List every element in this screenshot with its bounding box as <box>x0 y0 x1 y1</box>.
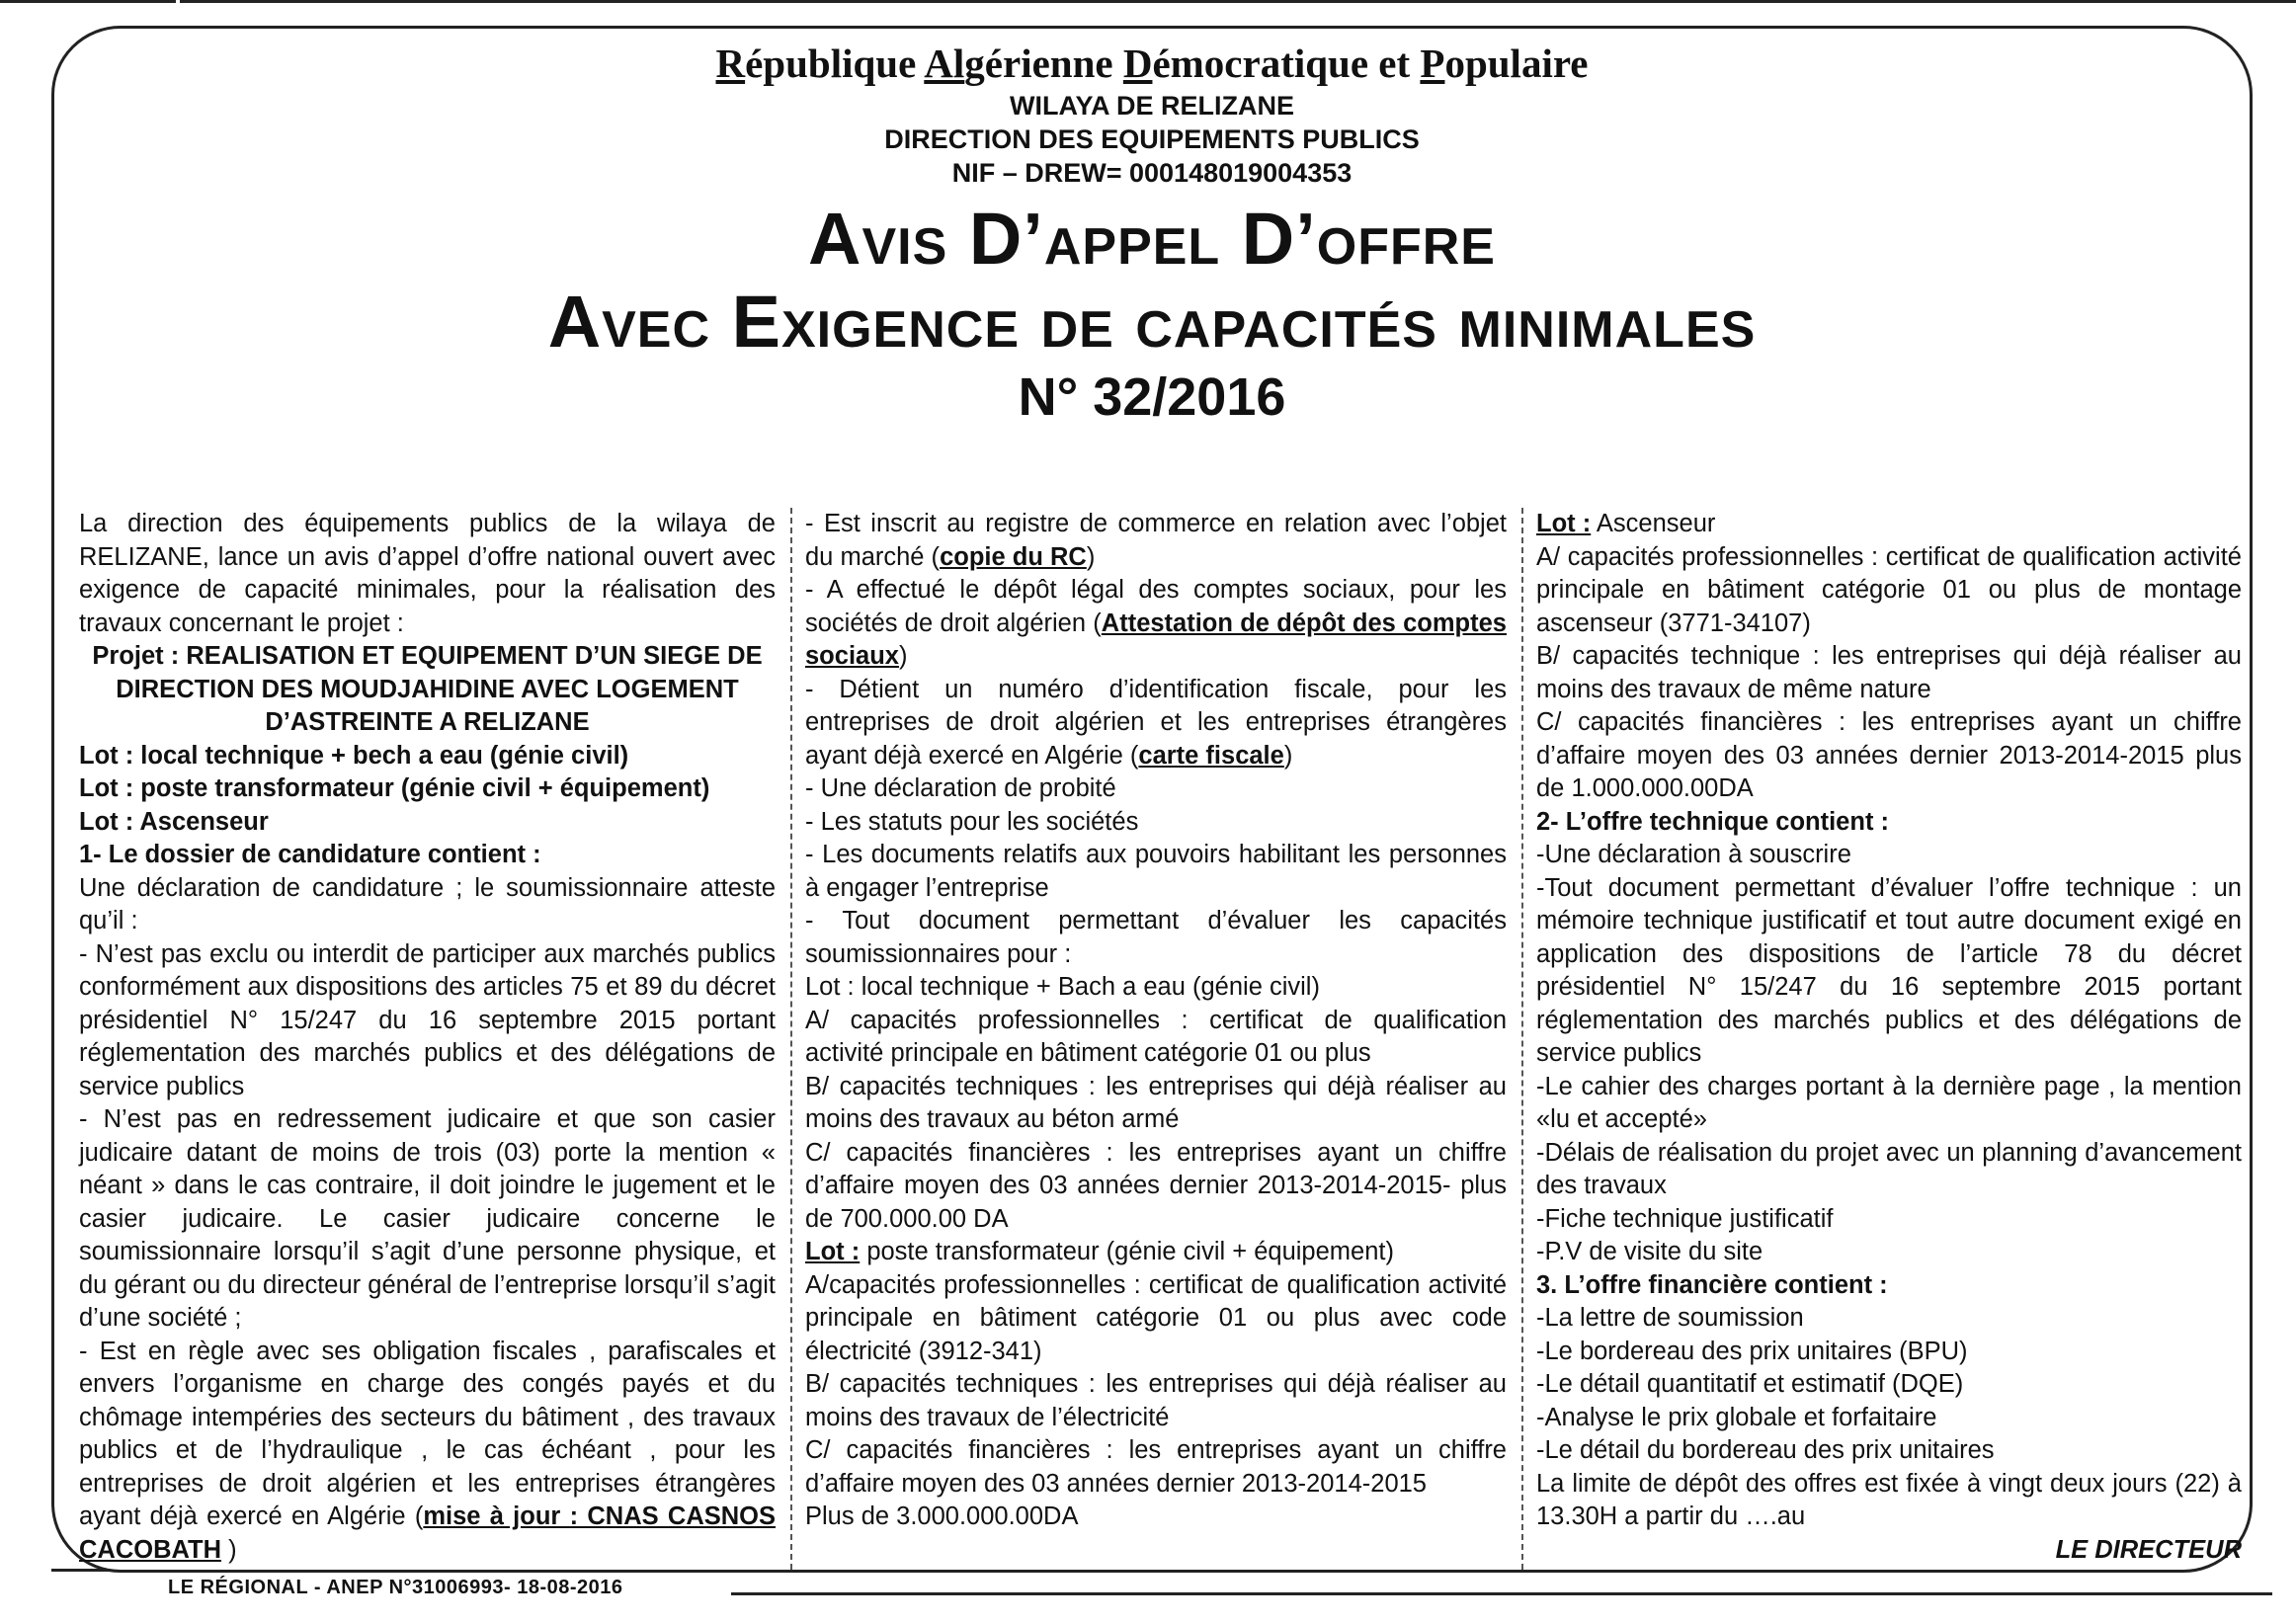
paragraph <box>79 640 776 740</box>
text-segment: ) <box>1283 741 1293 770</box>
text-segment: Lot : Ascenseur <box>79 807 269 836</box>
text-segment: 2- L’offre technique contient : <box>1536 807 1890 836</box>
republique-part: P <box>1420 41 1445 86</box>
footer-tick <box>51 1569 111 1572</box>
paragraph <box>79 772 776 806</box>
footer-rule <box>731 1592 2272 1595</box>
paragraph <box>1536 1137 2242 1203</box>
text-segment: Lot : local technique + bech a eau (génie civil) <box>79 741 629 770</box>
paragraph <box>1536 1468 2242 1534</box>
paragraph <box>1536 806 2242 840</box>
text-segment: Lot : local technique + Bach a eau (génie civil) <box>805 973 1320 1001</box>
republique-part: Al <box>924 41 965 86</box>
text-segment: -Le bordereau des prix unitaires (BPU) <box>1536 1337 1968 1365</box>
text-segment: Projet : REALISATION ET EQUIPEMENT D’UN SIEGE DE DIRECTION DES MOUDJAHIDINE AVEC LOGEMENT D’ASTREINTE A RELIZANE <box>92 642 763 736</box>
republique-part: R <box>715 41 746 86</box>
column-1 <box>79 508 776 1570</box>
text-segment: - N’est pas en redressement judicaire et que son casier judicaire datant de moins de trois (03) porte la mention « néant » dans le cas contraire, il doit joindre le jugement et le casier judicaire. Le casier judicaire concerne le soumissionnaire lorsqu’il s’agit d’une personne physique, et du gérant ou du directeur général de l’entreprise lorsqu’il s’agit d’une société ; <box>79 1105 776 1332</box>
text-segment: C/ capacités financières : les entreprises ayant un chiffre d’affaire moyen des 03 années dernier 2013-2014-2015 plus de 1.000.000.00DA <box>1536 708 2242 802</box>
paragraph <box>79 1103 776 1336</box>
paragraph <box>1536 1368 2242 1402</box>
paragraph <box>805 1368 1507 1434</box>
text-segment: -Tout document permettant d’évaluer l’offre technique : un mémoire technique justificatif et tout autre document exigé en application des dispositions de l’article 78 du décret présidentiel N° 15/247 du 16 septembre 2015 portant réglementation des marchés publics et des délégations de service publics <box>1536 873 2242 1067</box>
wilaya-line: WILAYA DE RELIZANE <box>1009 91 1295 121</box>
paragraph <box>1536 1203 2242 1237</box>
paragraph <box>805 1269 1507 1369</box>
paragraph <box>1536 1236 2242 1269</box>
text-segment: B/ capacités techniques : les entreprises qui déjà réaliser au moins des travaux de l’électricité <box>805 1370 1507 1431</box>
text-segment: - Est inscrit au registre de commerce en relation avec l’objet du marché ( <box>805 510 1507 571</box>
paragraph <box>1536 508 2242 541</box>
text-segment: - Tout document permettant d’évaluer les capacités soumissionnaires pour : <box>805 907 1507 968</box>
text-segment: -Le détail quantitatif et estimatif (DQE) <box>1536 1370 1964 1398</box>
text-segment: ) <box>221 1535 237 1564</box>
paragraph <box>1536 839 2242 872</box>
text-segment: 3. L’offre financière contient : <box>1536 1270 1888 1299</box>
column-3 <box>1536 508 2242 1570</box>
paragraph <box>805 806 1507 840</box>
paragraph <box>805 772 1507 806</box>
text-segment: - Est en règle avec ses obligation fiscales , parafiscales et envers l’organisme en charge des congés payés et du chômage intempéries des secteurs du bâtiment , des travaux publics et de l’hydraulique , le cas échéant , pour les entreprises de droit algérien et les entreprises étrangères ayant déjà exercé en Algérie ( <box>79 1337 776 1530</box>
text-segment: -Le détail du bordereau des prix unitaires <box>1536 1436 1995 1464</box>
paragraph <box>1536 872 2242 1071</box>
text-segment: - Les documents relatifs aux pouvoirs habilitant les personnes à engager l’entreprise <box>805 841 1507 902</box>
text-segment: -Délais de réalisation du projet avec un planning d’avancement des travaux <box>1536 1138 2242 1199</box>
paragraph <box>805 1501 1507 1534</box>
paragraph <box>1536 1336 2242 1369</box>
text-segment: Ascenseur <box>1591 510 1716 537</box>
text-segment: Lot : <box>805 1238 861 1265</box>
paragraph <box>79 839 776 872</box>
paragraph <box>79 938 776 1104</box>
text-segment: A/ capacités professionnelles : certificat de qualification activité principale en bâtiment catégorie 01 ou plus de montage ascenseur (3771-34107) <box>1536 542 2242 637</box>
text-segment: ) <box>1086 542 1096 571</box>
top-rule-left <box>0 0 176 3</box>
paragraph <box>79 806 776 840</box>
paragraph <box>805 971 1507 1005</box>
paragraph <box>805 1137 1507 1237</box>
text-segment: Attestation de dépôt des comptes sociaux <box>805 609 1507 670</box>
text-segment: - Une déclaration de probité <box>805 774 1116 802</box>
notice-body <box>79 508 2249 1570</box>
text-segment: 1- Le dossier de candidature contient : <box>79 841 541 868</box>
text-segment: poste transformateur (génie civil + équipement) <box>860 1238 1394 1265</box>
text-segment: copie du RC <box>940 542 1087 571</box>
text-segment: - Détient un numéro d’identification fiscale, pour les entreprises de droit algérien et les entreprises étrangères ayant déjà exercé en Algérie ( <box>805 675 1507 770</box>
paragraph <box>1536 541 2242 641</box>
column-2 <box>805 508 1507 1570</box>
republique-part: opulaire <box>1444 41 1589 86</box>
text-segment: Lot : poste transformateur (génie civil + équipement) <box>79 774 710 802</box>
text-segment: Plus de 3.000.000.00DA <box>805 1502 1079 1530</box>
text-segment: A/ capacités professionnelles : certificat de qualification activité principale en bâtiment catégorie 01 ou plus <box>805 1006 1507 1067</box>
paragraph <box>79 1336 776 1568</box>
publication-footer: LE RÉGIONAL - ANEP N°31006993- 18-08-2016 <box>168 1577 623 1598</box>
paragraph <box>79 508 776 640</box>
paragraph <box>1536 1302 2242 1336</box>
paragraph <box>805 674 1507 773</box>
top-rule-right <box>180 0 2296 3</box>
paragraph <box>79 872 776 938</box>
text-segment: C/ capacités financières : les entreprises ayant un chiffre d’affaire moyen des 03 années dernier 2013-2014-2015 <box>805 1436 1507 1498</box>
republique-part: épublique <box>745 41 925 86</box>
paragraph <box>79 740 776 773</box>
direction-line: DIRECTION DES EQUIPEMENTS PUBLICS <box>884 124 1420 154</box>
column-separator-2 <box>1521 508 1523 1570</box>
column-separator-1 <box>790 508 792 1570</box>
text-segment: -Analyse le prix globale et forfaitaire <box>1536 1403 1937 1431</box>
paragraph <box>805 574 1507 674</box>
paragraph <box>1536 706 2242 806</box>
notice-header <box>51 38 2253 429</box>
text-segment: Lot : <box>1536 510 1592 537</box>
paragraph <box>805 1071 1507 1137</box>
text-segment: La direction des équipements publics de la wilaya de RELIZANE, lance un avis d’appel d’offre national ouvert avec exigence de capacité minimales, pour la réalisation des travaux concernant le projet : <box>79 510 776 637</box>
paragraph <box>1536 1402 2242 1435</box>
paragraph <box>1536 1071 2242 1137</box>
republique-part: gérienne <box>964 41 1123 86</box>
paragraph <box>805 839 1507 905</box>
text-segment: B/ capacités technique : les entreprises qui déjà réaliser au moins des travaux de même nature <box>1536 642 2242 703</box>
notice-title-line2: Avec Exigence de capacités minimales <box>547 281 1757 363</box>
text-segment: -Une déclaration à souscrire <box>1536 841 1851 868</box>
notice-number: N° 32/2016 <box>1018 367 1286 427</box>
text-segment: -La lettre de soumission <box>1536 1304 1804 1332</box>
notice-title-line1: Avis D’appel D’offre <box>808 198 1496 280</box>
nif-line: NIF – DREW= 000148019004353 <box>951 158 1353 188</box>
paragraph <box>805 508 1507 574</box>
republique-part: émocratique et <box>1152 41 1421 86</box>
text-segment: B/ capacités techniques : les entreprises qui déjà réaliser au moins des travaux au béton armé <box>805 1072 1507 1133</box>
text-segment: -P.V de visite du site <box>1536 1238 1763 1265</box>
republique-title <box>51 38 2253 89</box>
text-segment: Une déclaration de candidature ; le soumissionnaire atteste qu’il : <box>79 873 776 934</box>
paragraph <box>1536 1269 2242 1303</box>
paragraph <box>805 1005 1507 1071</box>
text-segment: La limite de dépôt des offres est fixée à vingt deux jours (22) à 13.30H a partir du ….au <box>1536 1469 2242 1530</box>
text-segment: - N’est pas exclu ou interdit de participer aux marchés publics conformément aux dispositions des articles 75 et 89 du décret présidentiel N° 15/247 du 16 septembre 2015 portant réglementation des marchés publics et des délégations de service publics <box>79 939 776 1100</box>
paragraph <box>805 1236 1507 1269</box>
text-segment: - Les statuts pour les sociétés <box>805 807 1139 836</box>
text-segment: -Fiche technique justificatif <box>1536 1204 1834 1233</box>
text-segment: carte fiscale <box>1138 741 1284 770</box>
paragraph <box>805 1434 1507 1501</box>
paragraph <box>805 905 1507 971</box>
paragraph <box>1536 640 2242 706</box>
director-signature: LE DIRECTEUR <box>2055 1535 2242 1564</box>
republique-part: D <box>1122 41 1153 86</box>
top-rule <box>0 0 2296 4</box>
text-segment: C/ capacités financières : les entreprises ayant un chiffre d’affaire moyen des 03 années dernier 2013-2014-2015- plus de 700.000.00 DA <box>805 1138 1507 1233</box>
text-segment: ) <box>898 642 908 670</box>
text-segment: A/capacités professionnelles : certificat de qualification activité principale en bâtiment catégorie 01 ou plus avec code électricité (3912-341) <box>805 1270 1507 1365</box>
text-segment: - A effectué le dépôt légal des comptes sociaux, pour les sociétés de droit algérien ( <box>805 576 1507 637</box>
text-segment: -Le cahier des charges portant à la dernière page , la mention «lu et accepté» <box>1536 1072 2242 1133</box>
paragraph <box>1536 1434 2242 1468</box>
text-segment: mise à jour : CNAS CASNOS CACOBATH <box>79 1502 776 1564</box>
